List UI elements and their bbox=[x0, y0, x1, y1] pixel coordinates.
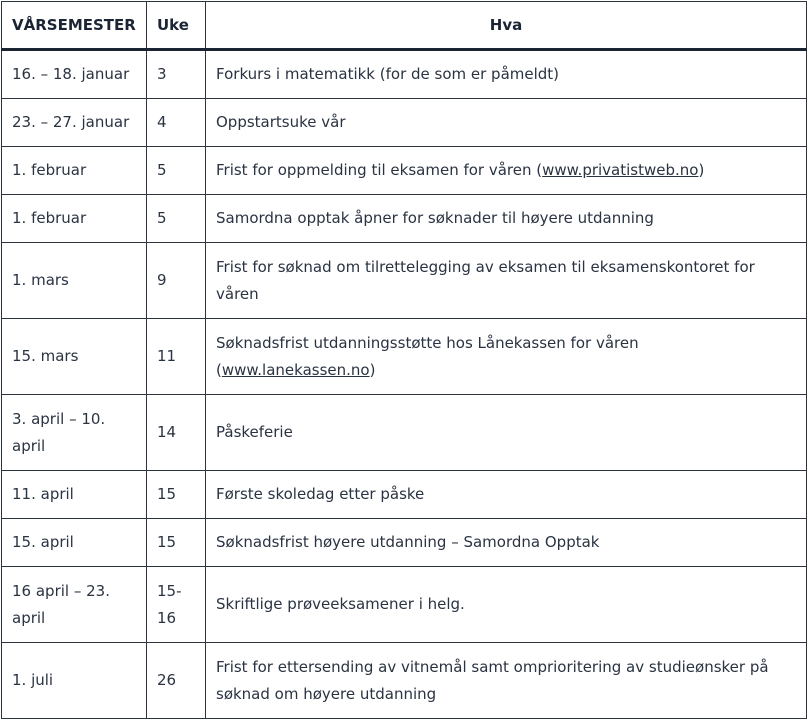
cell-what-text: Frist for oppmelding til eksamen for våren ( bbox=[216, 161, 543, 179]
header-week: Uke bbox=[147, 2, 206, 50]
table-row bbox=[2, 519, 807, 567]
cell-date: 15. mars bbox=[2, 319, 147, 395]
cell-date: 3. april – 10. april bbox=[2, 395, 147, 471]
table-row bbox=[2, 195, 807, 243]
cell-week: 5 bbox=[147, 147, 206, 195]
table-row bbox=[2, 643, 807, 719]
table-body bbox=[2, 50, 807, 719]
cell-what: Påskeferie bbox=[206, 395, 807, 471]
cell-week: 11 bbox=[147, 319, 206, 395]
header-what: Hva bbox=[206, 2, 807, 50]
table-row bbox=[2, 395, 807, 471]
cell-what bbox=[206, 319, 807, 395]
cell-week: 9 bbox=[147, 243, 206, 319]
cell-what: Samordna opptak åpner for søknader til høyere utdanning bbox=[206, 195, 807, 243]
cell-what-text-end: ) bbox=[698, 161, 705, 179]
table-row bbox=[2, 567, 807, 643]
cell-what: Oppstartsuke vår bbox=[206, 99, 807, 147]
table-row bbox=[2, 99, 807, 147]
cell-what bbox=[206, 147, 807, 195]
table-row bbox=[2, 471, 807, 519]
table-row bbox=[2, 50, 807, 99]
cell-date: 16 april – 23. april bbox=[2, 567, 147, 643]
table-header bbox=[2, 2, 807, 50]
table-row bbox=[2, 319, 807, 395]
cell-what: Frist for søknad om tilrettelegging av eksamen til eksamenskontoret for våren bbox=[206, 243, 807, 319]
cell-week: 26 bbox=[147, 643, 206, 719]
cell-what-text: Søknadsfrist utdanningsstøtte hos Lånekassen for våren ( bbox=[216, 333, 639, 379]
cell-what-text-end: ) bbox=[369, 360, 376, 379]
cell-date: 23. – 27. januar bbox=[2, 99, 147, 147]
cell-date: 16. – 18. januar bbox=[2, 50, 147, 99]
cell-what: Første skoledag etter påske bbox=[206, 471, 807, 519]
header-date: VÅRSEMESTER bbox=[2, 2, 147, 50]
cell-what: Frist for ettersending av vitnemål samt omprioritering av studieønsker på søknad om høyere utdanning bbox=[206, 643, 807, 719]
cell-date: 1. juli bbox=[2, 643, 147, 719]
cell-date: 1. februar bbox=[2, 195, 147, 243]
header-row bbox=[2, 2, 807, 50]
cell-date: 15. april bbox=[2, 519, 147, 567]
table-row bbox=[2, 147, 807, 195]
cell-week: 14 bbox=[147, 395, 206, 471]
cell-date: 1. februar bbox=[2, 147, 147, 195]
cell-what: Forkurs i matematikk (for de som er påmeldt) bbox=[206, 50, 807, 99]
semester-schedule-table bbox=[1, 1, 807, 719]
cell-week: 4 bbox=[147, 99, 206, 147]
cell-week: 15 bbox=[147, 519, 206, 567]
table-row bbox=[2, 243, 807, 319]
cell-week: 5 bbox=[147, 195, 206, 243]
cell-week: 15-16 bbox=[147, 567, 206, 643]
cell-date: 1. mars bbox=[2, 243, 147, 319]
cell-week: 15 bbox=[147, 471, 206, 519]
cell-date: 11. april bbox=[2, 471, 147, 519]
cell-week: 3 bbox=[147, 50, 206, 99]
privatistweb-link[interactable]: www.privatistweb.no bbox=[542, 161, 699, 179]
cell-what: Skriftlige prøveeksamener i helg. bbox=[206, 567, 807, 643]
lanekassen-link[interactable]: www.lanekassen.no bbox=[221, 360, 370, 379]
cell-what: Søknadsfrist høyere utdanning – Samordna Opptak bbox=[206, 519, 807, 567]
